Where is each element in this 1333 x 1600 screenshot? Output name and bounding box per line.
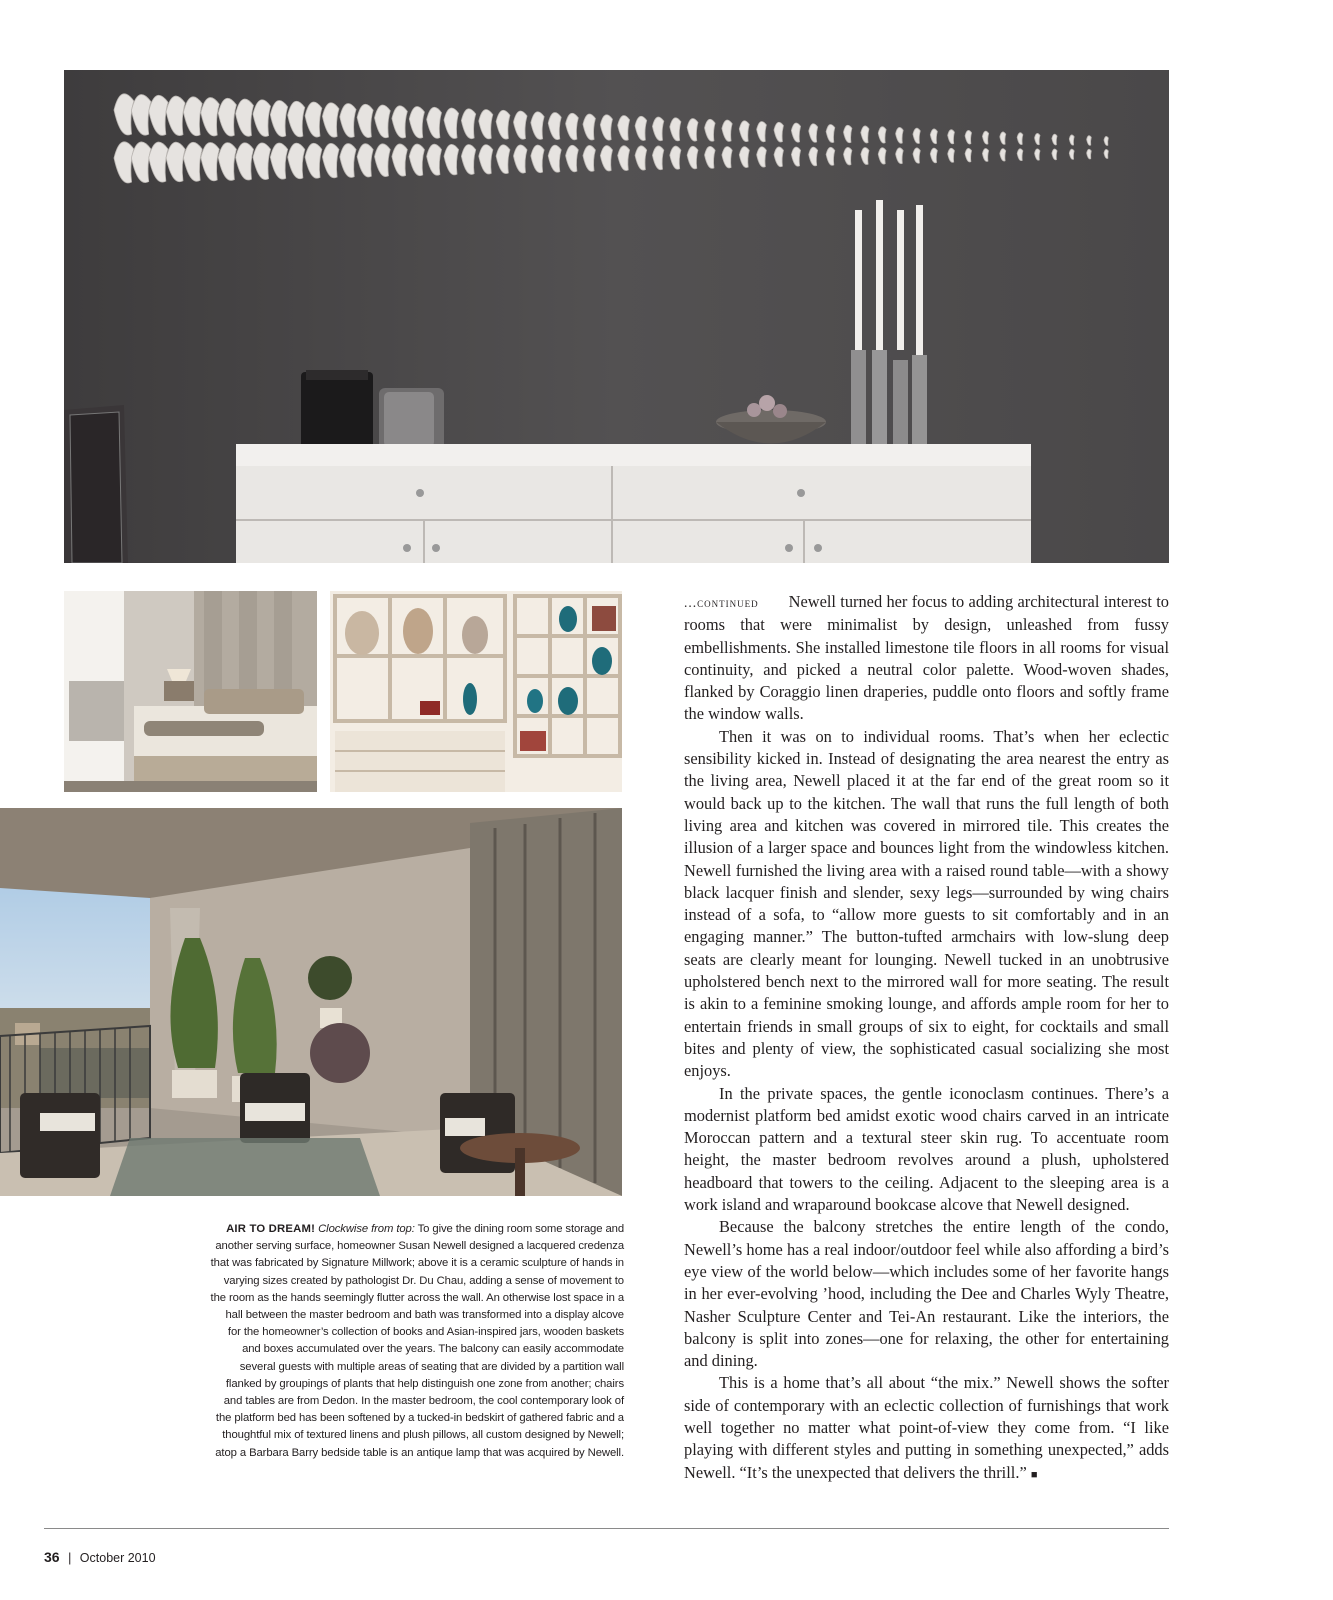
article-body — [684, 591, 1169, 1486]
footer-divider — [44, 1528, 1169, 1529]
page-number: 36 — [44, 1549, 60, 1565]
caption-heading: AIR TO DREAM! — [226, 1223, 316, 1235]
article-paragraph — [684, 591, 1169, 726]
article-paragraph — [684, 1372, 1169, 1485]
paragraph-text: This is a home that’s all about “the mix.” Newell shows the softer side of contemporary with an eclectic collection of furnishings that work well together no matter what point-of-view they come from. “I like playing with different styles and putting in something unexpected,” adds Newell. “It’s the unexpected that delivers the thrill.” — [684, 1373, 1169, 1482]
continued-label: ...continued — [684, 595, 759, 610]
balcony-illustration — [0, 808, 622, 1196]
photo-caption — [210, 1221, 624, 1462]
end-mark: ■ — [1030, 1468, 1038, 1481]
dining-room-photo — [64, 70, 1169, 563]
article-paragraph: Then it was on to individual rooms. That’s when her eclectic sensibility kicked in. Instead of designating the area nearest the entry as the living area, Newell placed it at the far end of the great room so it would back up to the kitchen. The wall that runs the full length of both living area and kitchen was covered in mirrored tile. This creates the illusion of a larger space and bounces light from the windowless kitchen. Newell furnished the living area with a raised round table—with a showy black lacquer finish and slender, sexy legs—surrounded by wing chairs instead of a sofa, to “allow more guests to sit comfortably and in an engaging manner.” The button-tufted armchairs with low-slung deep seats are clearly meant for lounging. Newell tucked in an unobtrusive upholstered bench next to the mirrored wall for more seating. The result is akin to a feminine smoking lounge, and affords ample room for her to entertain friends in small groups of six to eight, for cocktails and small bites and plenty of view, the sophisticated casual socializing she most enjoys. — [684, 726, 1169, 1081]
footer-separator: | — [68, 1551, 72, 1565]
display-alcove-photo — [330, 591, 622, 792]
caption-body: To give the dining room some storage and another serving surface, homeowner Susan Newell designed a lacquered credenza that was fabricated by Signature Millwork; above it is a ceramic sculpture of hands in varying sizes created by pathologist Dr. Du Chau, adding a sense of movement to the room as the hands seemingly flutter across the wall. An otherwise lost space in a hall between the master bedroom and bath was transformed into a display alcove for the homeowner’s collection of books and Asian-inspired jars, wooden baskets and boxes accumulated over the years. The balcony can easily accommodate several guests with multiple areas of seating that are divided by a partition wall flanked by groupings of plants that help distinguish one zone from another; chairs and tables are from Dedon. In the master bedroom, the cool contemporary look of the platform bed has been softened by a tucked-in bedskirt of gathered fabric and a thoughtful mix of textured linens and plush pillows, all custom designed by Newell; atop a Barbara Barry bedside table is an antique lamp that was acquired by Newell. — [210, 1223, 624, 1459]
issue-date: October 2010 — [79, 1551, 156, 1565]
article-paragraph: Because the balcony stretches the entire length of the condo, Newell’s home has a real indoor/outdoor feel while also affording a bird’s eye view of the world below—which includes some of her favorite hangs in her ever-evolving ’hood, including the Dee and Charles Wyly Theatre, Nasher Sculpture Center and Tei-An restaurant. Like the interiors, the balcony is split into zones—one for relaxing, the other for entertaining and dining. — [684, 1217, 1169, 1371]
article-paragraph: In the private spaces, the gentle iconoclasm continues. There’s a modernist platform bed amidst exotic wood chairs carved in an intricate Moroccan pattern and a textural steer skin rug. To accentuate room height, the master bedroom revolves around a plush, upholstered headboard that towers to the ceiling. Adjacent to the sleeping area is a work island and wraparound bookcase alcove that Newell designed. — [684, 1083, 1169, 1215]
caption-lead: Clockwise from top: — [318, 1223, 415, 1235]
page-footer — [44, 1549, 156, 1565]
alcove-illustration — [330, 591, 622, 792]
dining-room-illustration — [64, 70, 1169, 563]
master-bedroom-photo — [64, 591, 317, 792]
paragraph-text: Newell turned her focus to adding architectural interest to rooms that were minimalist by design, unleashed from fussy embellishments. She installed limestone tile floors in all rooms for visual continuity, and picked a neutral color palette. Wood-woven shades, flanked by Coraggio linen draperies, puddle onto floors and softly frame the window walls. — [684, 592, 1169, 724]
balcony-photo — [0, 808, 622, 1196]
bedroom-illustration — [64, 591, 317, 792]
